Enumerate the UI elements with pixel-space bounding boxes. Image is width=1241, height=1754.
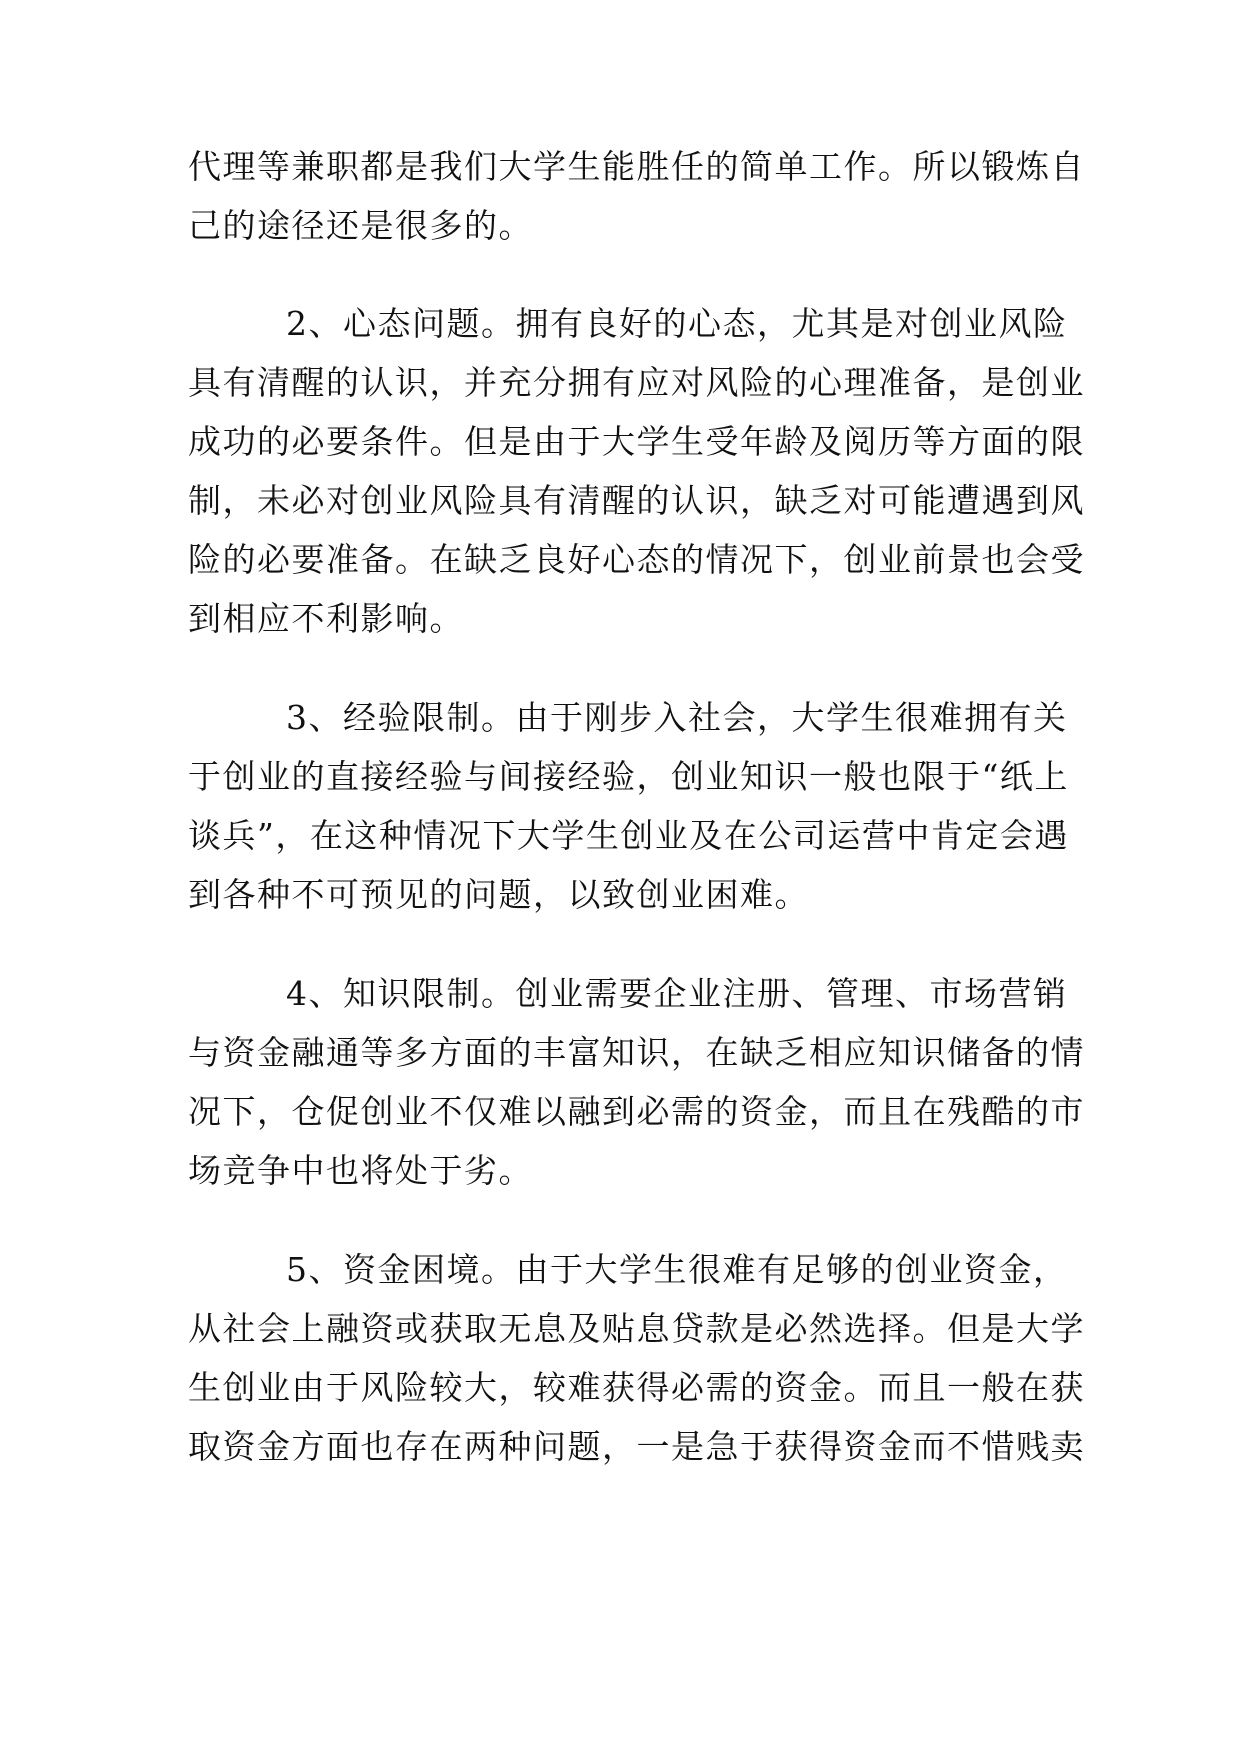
- text-line: 己的途径还是很多的。: [188, 206, 533, 245]
- text-line: 生创业由于风险较大，较难获得必需的资金。而且一般在获: [188, 1368, 1085, 1407]
- text-line: 成功的必要条件。但是由于大学生受年龄及阅历等方面的限: [188, 422, 1085, 461]
- text-line: 4、知识限制。创业需要企业注册、管理、市场营销: [286, 974, 1068, 1013]
- text-line: 况下，仓促创业不仅难以融到必需的资金，而且在残酷的市: [188, 1092, 1085, 1131]
- text-line: 与资金融通等多方面的丰富知识，在缺乏相应知识储备的情: [188, 1033, 1085, 1072]
- text-line: 取资金方面也存在两种问题，一是急于获得资金而不惜贱卖: [188, 1427, 1085, 1466]
- paragraph-knowledge: [188, 964, 1085, 1200]
- text-line: 制，未必对创业风险具有清醒的认识，缺乏对可能遭遇到风: [188, 481, 1085, 520]
- text-line: 2、心态问题。拥有良好的心态，尤其是对创业风险: [286, 304, 1068, 343]
- paragraph-mindset: [188, 294, 1085, 648]
- text-line: 场竞争中也将处于劣。: [188, 1151, 533, 1190]
- paragraph-experience: [188, 688, 1069, 924]
- text-line: 代理等兼职都是我们大学生能胜任的简单工作。所以锻炼自: [188, 147, 1085, 186]
- text-line: 具有清醒的认识，并充分拥有应对风险的心理准备，是创业: [188, 363, 1085, 402]
- paragraph-funding: [188, 1240, 1085, 1476]
- text-line: 从社会上融资或获取无息及贴息贷款是必然选择。但是大学: [188, 1309, 1085, 1348]
- text-line: 于创业的直接经验与间接经验，创业知识一般也限于“纸上: [188, 757, 1069, 796]
- text-line: 险的必要准备。在缺乏良好心态的情况下，创业前景也会受: [188, 540, 1085, 579]
- text-line: 5、资金困境。由于大学生很难有足够的创业资金，: [286, 1250, 1068, 1289]
- text-line: 3、经验限制。由于刚步入社会，大学生很难拥有关: [286, 698, 1068, 737]
- text-line: 到各种不可预见的问题，以致创业困难。: [188, 875, 809, 914]
- text-line: 谈兵”，在这种情况下大学生创业及在公司运营中肯定会遇: [188, 816, 1069, 855]
- paragraph-continuation: [188, 137, 1085, 255]
- text-line: 到相应不利影响。: [188, 599, 464, 638]
